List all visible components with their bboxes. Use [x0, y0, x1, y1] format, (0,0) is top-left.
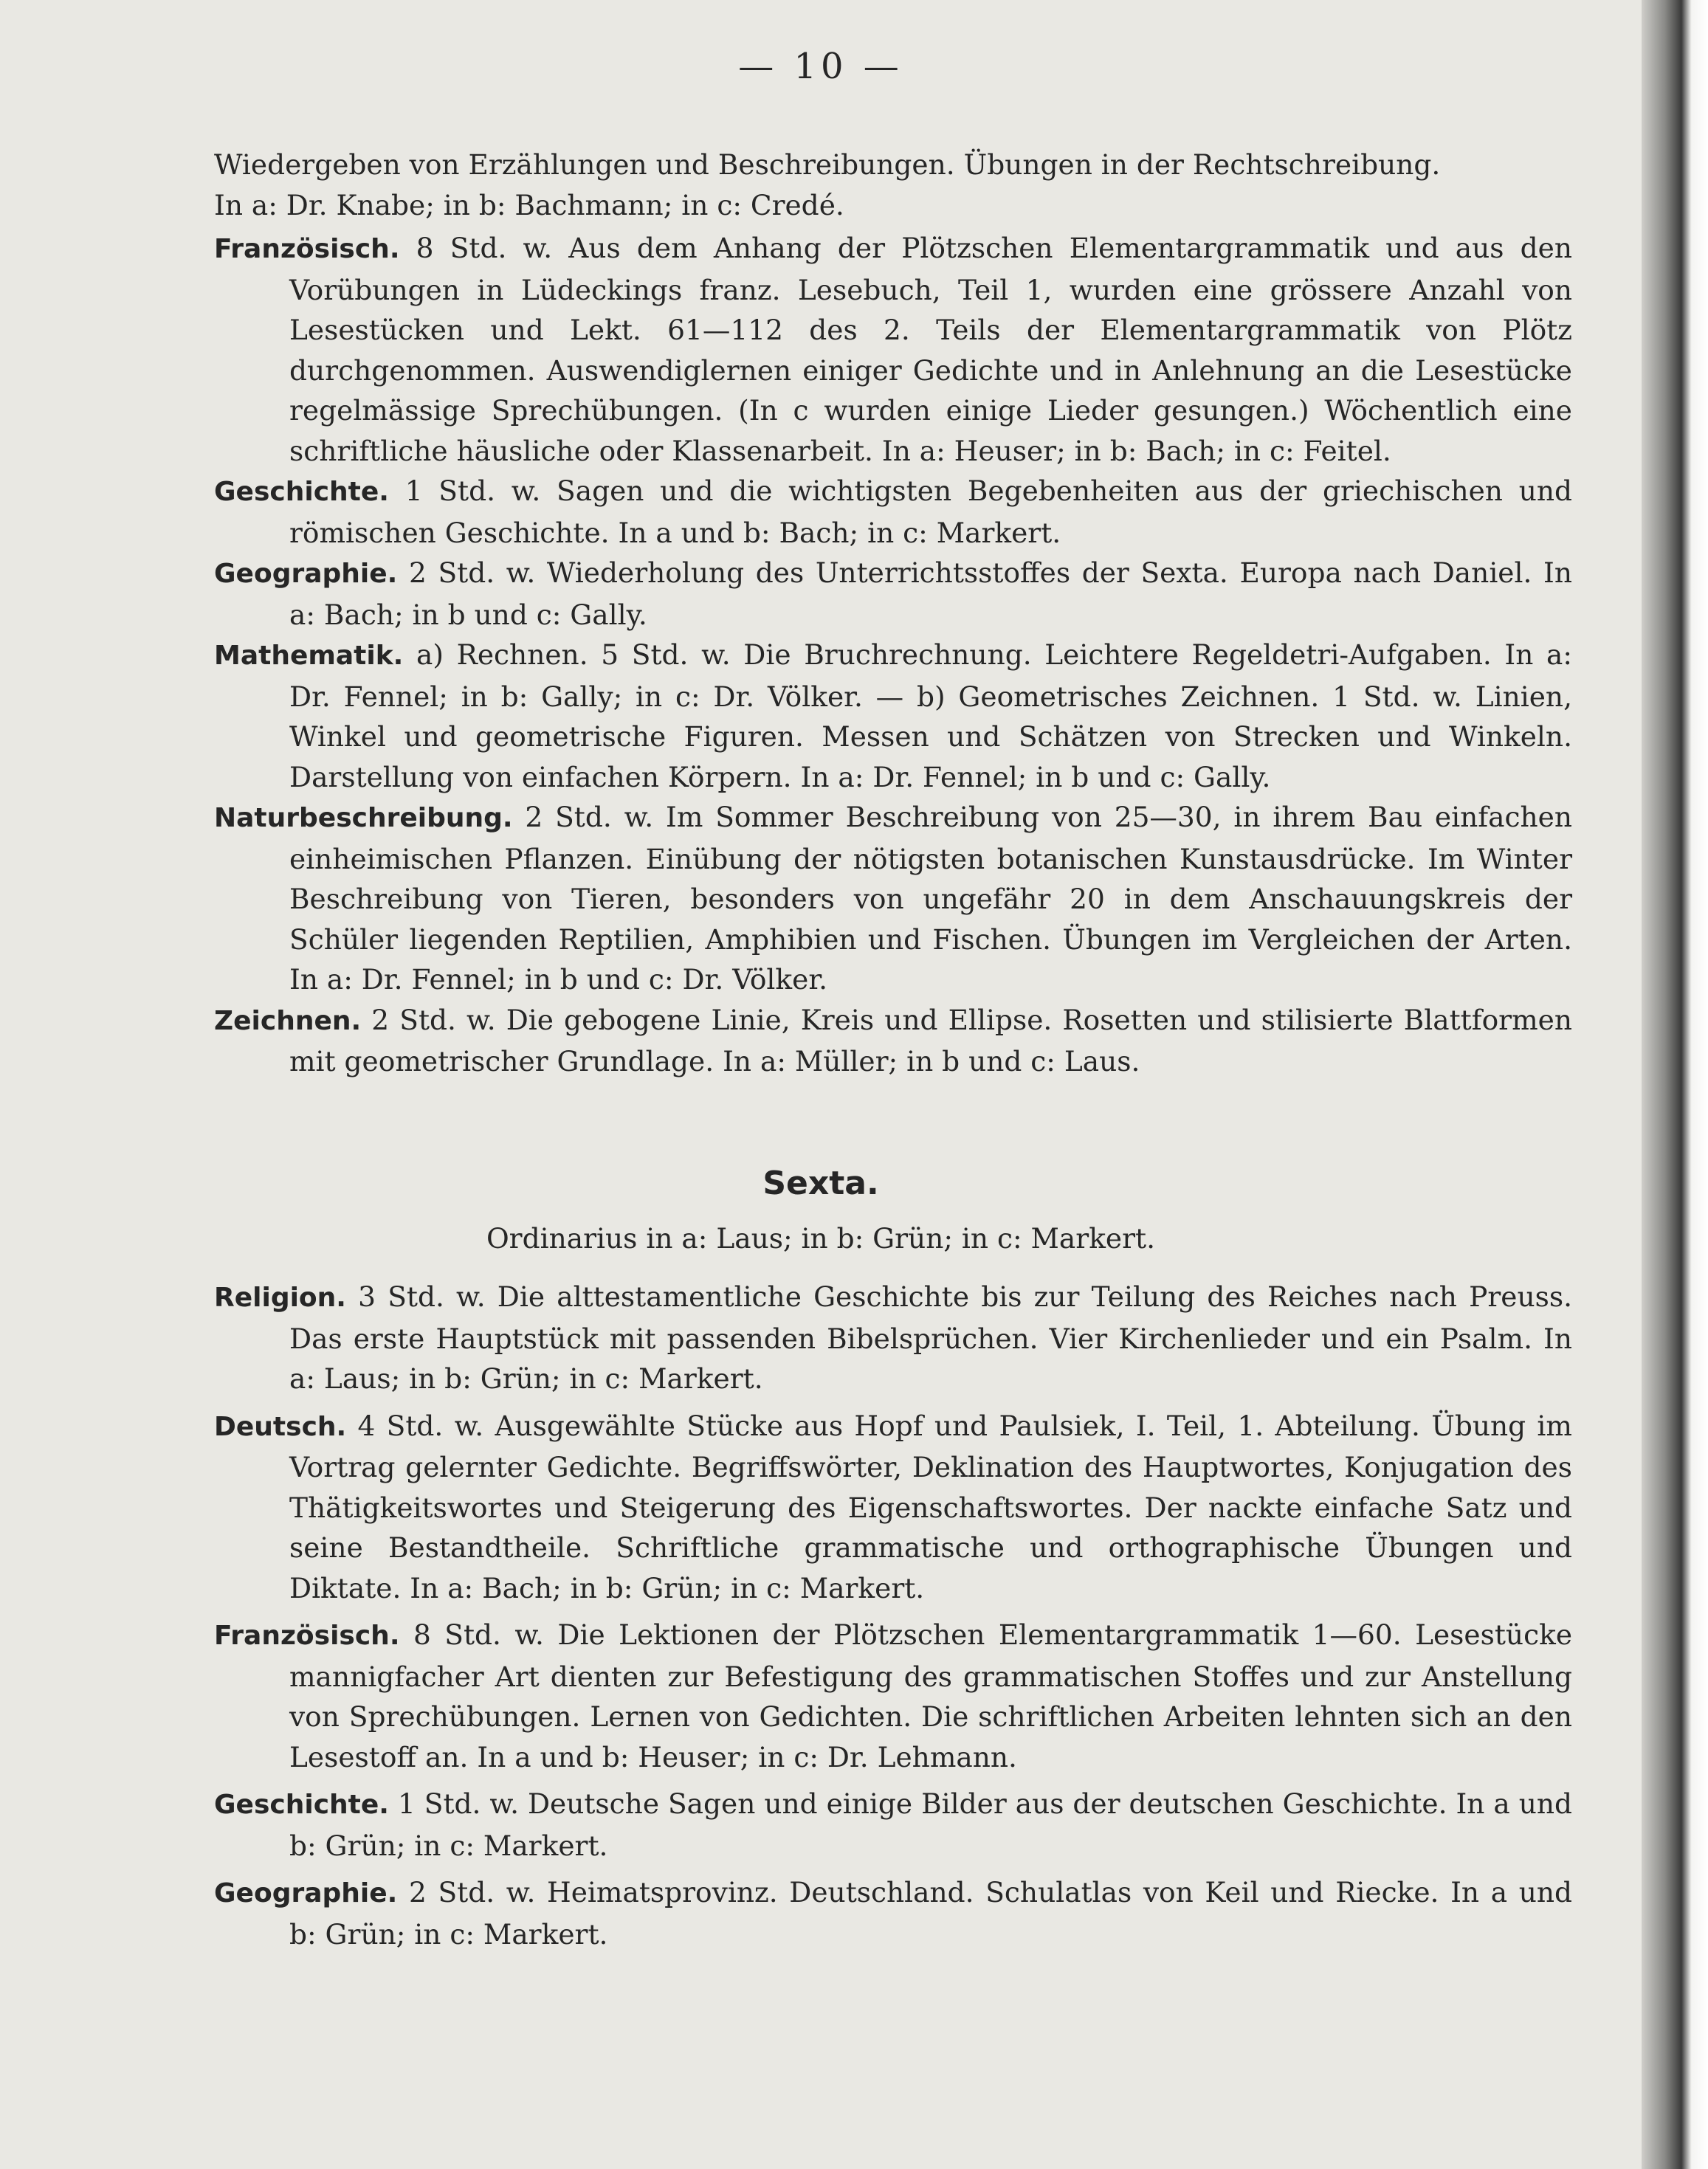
page-number: — 10 —	[738, 46, 903, 87]
subject-text: 3 Std. w. Die alttestamentliche Geschichte bis zur Teilung des Reiches nach Preuss. Das erste Hauptstück mit passenden Bibelsprüchen. Vier Kirchenlieder und ein Psalm. In a: Laus; in b: Grün; in c: Markert.	[289, 1280, 1572, 1395]
sexta-title: Sexta.	[762, 1165, 879, 1202]
subject-heading: Geschichte.	[214, 1790, 389, 1820]
subject-text: 1 Std. w. Deutsche Sagen und einige Bilder aus der deutschen Geschichte. In a und b: Grün; in c: Markert.	[289, 1787, 1573, 1862]
continuation-line: Wiedergeben von Erzählungen und Beschreibungen. Übungen in der Rechtschreibung.	[214, 148, 1441, 181]
sexta-section	[214, 1277, 1572, 1961]
subject-heading: Französisch.	[214, 234, 400, 264]
page-edge-shadow	[1642, 0, 1708, 2169]
subject-text: 2 Std. w. Im Sommer Beschreibung von 25—30, in ihrem Bau einfachen einheimischen Pflanzen. Einübung der nötigsten botanischen Kunstausdrücke. Im Winter Beschreibung von Tieren, besonders von ungefähr 20 in dem Anschauungskreis der Schüler liegenden Reptilien, Amphibien und Fischen. Übungen im Vergleichen der Arten. In a: Dr. Fennel; in b und c: Dr. Völker.	[289, 801, 1573, 996]
subject-text: 4 Std. w. Ausgewählte Stücke aus Hopf und Paulsiek, I. Teil, 1. Abteilung. Übung im Vortrag gelernter Gedichte. Begriffswörter, Deklination des Hauptwortes, Konjugation des Thätigkeitswortes und Steigerung des Eigenschaftswortes. Der nackte einfache Satz und seine Bestandtheile. Schriftliche grammatische und orthographische Übungen und Diktate. In a: Bach; in b: Grün; in c: Markert.	[289, 1409, 1572, 1604]
continuation-line: In a: Dr. Knabe; in b: Bachmann; in c: Credé.	[214, 188, 844, 221]
subject-text: 8 Std. w. Aus dem Anhang der Plötzschen Elementargrammatik und aus den Vorübungen in Lüdeckings franz. Lesebuch, Teil 1, wurden eine grössere Anzahl von Lesestücken und Lekt. 61—112 des 2. Teils der Elementargrammatik von Plötz durchgenommen. Auswendiglernen einiger Gedichte und in Anlehnung an die Lesestücke regelmässige Sprechübungen. (In c wurden einige Lieder gesungen.) Wöchentlich eine schriftliche häusliche oder Klassenarbeit. In a: Heuser; in b: Bach; in c: Feitel.	[289, 232, 1573, 467]
subject-entry	[214, 471, 1572, 553]
subject-heading: Mathematik.	[214, 641, 404, 671]
subject-heading: Naturbeschreibung.	[214, 803, 513, 833]
subject-entry	[214, 553, 1572, 635]
subject-entry	[214, 228, 1572, 471]
subject-text: 2 Std. w. Die gebogene Linie, Kreis und Ellipse. Rosetten und stilisierte Blattformen mit geometrischer Grundlage. In a: Müller; in b und c: Laus.	[289, 1003, 1573, 1077]
subject-heading: Deutsch.	[214, 1411, 347, 1442]
subject-entry	[214, 1872, 1572, 1954]
subject-text: 8 Std. w. Die Lektionen der Plötzschen Elementargrammatik 1—60. Lesestücke mannigfacher Art dienten zur Befestigung des grammatischen Stoffes und zur Anstellung von Sprechübungen. Lernen von Gedichten. Die schriftlichen Arbeiten lehnten sich an den Lesestoff an. In a und b: Heuser; in c: Dr. Lehmann.	[289, 1618, 1573, 1773]
subject-entry	[214, 1000, 1572, 1082]
subject-heading: Geographie.	[214, 559, 398, 589]
subject-entry	[214, 1784, 1572, 1866]
subject-entry	[214, 1277, 1572, 1399]
subject-text: 1 Std. w. Sagen und die wichtigsten Begebenheiten aus der griechischen und römischen Geschichte. In a und b: Bach; in c: Markert.	[289, 475, 1572, 549]
subject-heading: Geographie.	[214, 1878, 398, 1908]
subject-entry	[214, 797, 1572, 1000]
subject-text: 2 Std. w. Wiederholung des Unterrichtsstoffes der Sexta. Europa nach Daniel. In a: Bach; in b und c: Gally.	[289, 556, 1572, 631]
subject-text: 2 Std. w. Heimatsprovinz. Deutschland. Schulatlas von Keil und Riecke. In a und b: Grün; in c: Markert.	[289, 1876, 1572, 1951]
subject-entry	[214, 635, 1572, 797]
subject-entry	[214, 1406, 1572, 1609]
subject-text: a) Rechnen. 5 Std. w. Die Bruchrechnung. Leichtere Regeldetri-Aufgaben. In a: Dr. Fennel; in b: Gally; in c: Dr. Völker. — b) Geometrisches Zeichnen. 1 Std. w. Linien, Winkel und geometrische Figuren. Messen und Schätzen von Strecken und Winkeln. Darstellung von einfachen Körpern. In a: Dr. Fennel; in b und c: Gally.	[289, 638, 1573, 793]
subject-entry	[214, 1615, 1572, 1777]
subject-heading: Zeichnen.	[214, 1005, 362, 1036]
quinta-section	[214, 145, 1572, 1082]
subject-heading: Französisch.	[214, 1621, 400, 1651]
subject-heading: Religion.	[214, 1283, 346, 1313]
subject-heading: Geschichte.	[214, 477, 389, 507]
ordinarius-line: Ordinarius in a: Laus; in b: Grün; in c: Markert.	[486, 1222, 1156, 1255]
